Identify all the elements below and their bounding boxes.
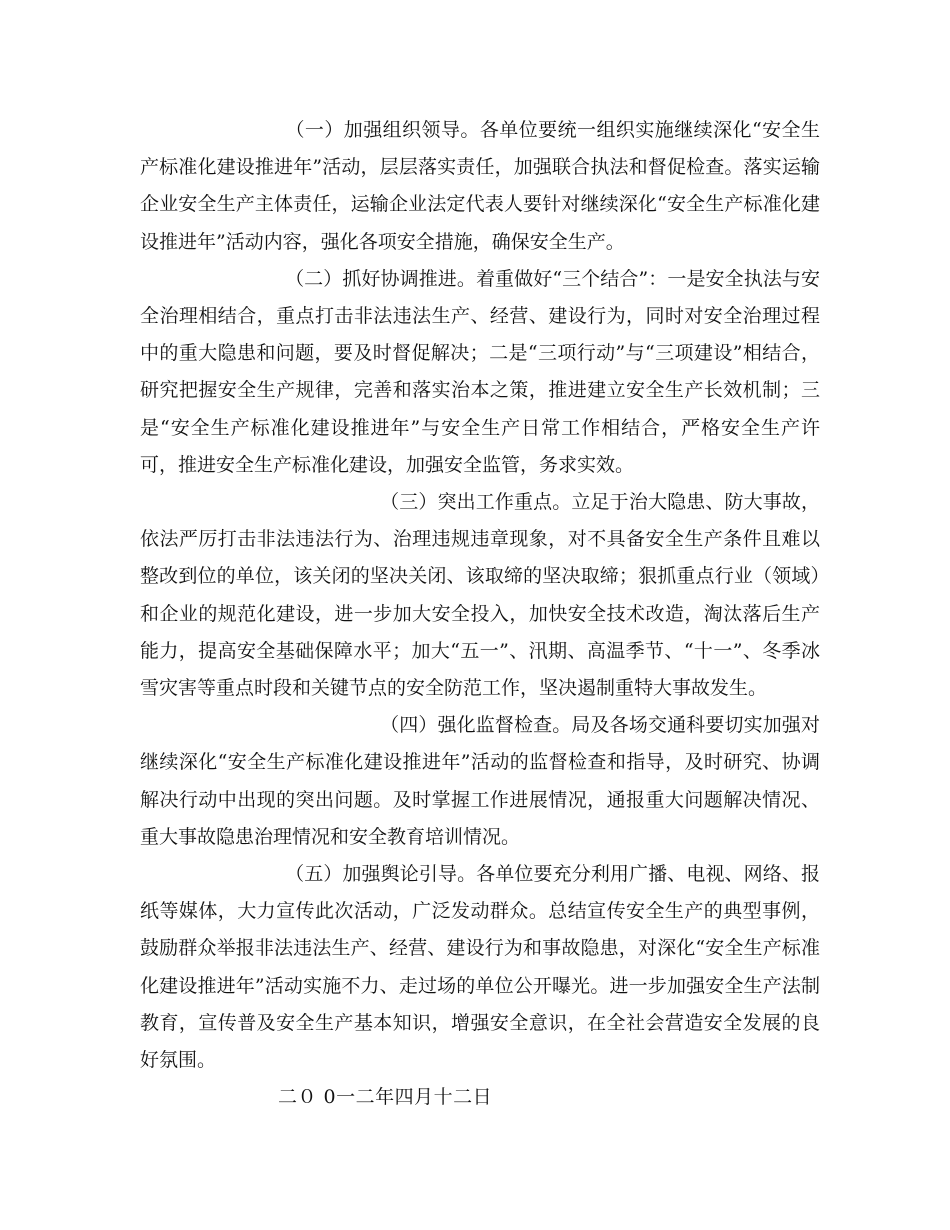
paragraph-text: （一）加强组织领导。各单位要统一组织实施继续深化“安全生产标准化建设推进年”活动，层层落实责任，加强联合执法和督促检查。落实运输企业安全生产主体责任，运输企业法定代表人要针对继续深化“安全生产标准化建设推进年”活动内容，强化各项安全措施，确保安全生产。: [140, 119, 820, 253]
document-body: [140, 112, 820, 1116]
paragraph-text: （五）加强舆论引导。各单位要充分利用广播、电视、网络、报纸等媒体，大力宣传此次活动，广泛发动群众。总结宣传安全生产的典型事例，鼓励群众举报非法违法生产、经营、建设行为和事故隐患，对深化“安全生产标准化建设推进年”活动实施不力、走过场的单位公开曝光。进一步加强安全生产法制教育，宣传普及安全生产基本知识，增强安全意识，在全社会营造安全发展的良好氛围。: [140, 863, 820, 1072]
paragraph-text: （三）突出工作重点。立足于治大隐患、防大事故，依法严厉打击非法违法行为、治理违规违章现象，对不具备安全生产条件且难以整改到位的单位，该关闭的坚决关闭、该取缔的坚决取缔；狠抓重点行业（领域）和企业的规范化建设，进一步加大安全投入，加快安全技术改造，淘汰落后生产能力，提高安全基础保障水平；加大“五一”、汛期、高温季节、“十一”、冬季冰雪灾害等重点时段和关键节点的安全防范工作，坚决遏制重特大事故发生。: [140, 491, 820, 700]
paragraph-work-focus: [140, 484, 820, 707]
paragraph-organization-leadership: [140, 112, 820, 261]
paragraph-text: （二）抓好协调推进。着重做好“三个结合”：一是安全执法与安全治理相结合，重点打击非法违法生产、经营、建设行为，同时对安全治理过程中的重大隐患和问题，要及时督促解决；二是“三项行动”与“三项建设”相结合，研究把握安全生产规律，完善和落实治本之策，推进建立安全生产长效机制；三是“安全生产标准化建设推进年”与安全生产日常工作相结合，严格安全生产许可，推进安全生产标准化建设，加强安全监管，务求实效。: [140, 267, 820, 476]
paragraph-text: （四）强化监督检查。局及各场交通科要切实加强对继续深化“安全生产标准化建设推进年”活动的监督检查和指导，及时研究、协调解决行动中出现的突出问题。及时掌握工作进展情况，通报重大问题解决情况、重大事故隐患治理情况和安全教育培训情况。: [140, 714, 820, 848]
paragraph-public-opinion: [140, 856, 820, 1079]
paragraph-coordination: [140, 261, 820, 484]
document-date: 二０ 0一二年四月十二日: [278, 1086, 493, 1109]
paragraph-supervision: [140, 707, 820, 856]
